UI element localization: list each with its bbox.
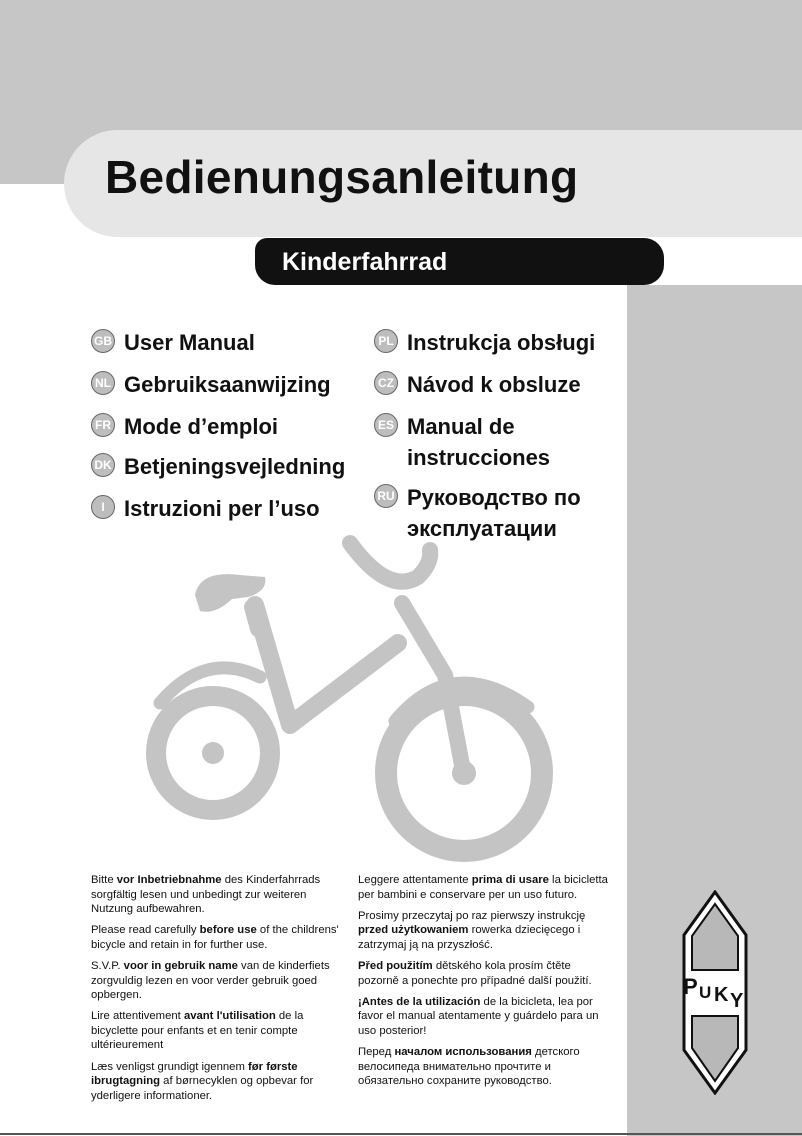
- page-subtitle: Kinderfahrrad: [282, 248, 448, 276]
- handlebar: [350, 543, 430, 582]
- language-label-ru: Руководство по эксплуатации: [407, 485, 581, 541]
- notes-left-column: [91, 873, 341, 1110]
- note-cz: Před použitím dětského kola prosím čtěte pozorně a ponechte pro případné další použití.: [358, 959, 592, 987]
- note-it: Leggere attentamente prima di usare la bicicletta per bambini e conservare per un uso futuro.: [358, 874, 608, 901]
- note-dk: Læs venligst grundigt igennem før første ibrugtagning af børnecyklen og opbevar for yderligere informationer.: [91, 1060, 314, 1102]
- language-badge-cz: CZ: [374, 371, 398, 395]
- bicycle-illustration: [140, 525, 620, 870]
- language-badge-ru: RU: [374, 484, 398, 508]
- note-gb: Please read carefully before use of the childrens' bicycle and retain in for further use.: [91, 924, 339, 951]
- page-title: Bedienungsanleitung: [105, 151, 579, 203]
- bottom-rule: [0, 1133, 802, 1135]
- language-badge-gb: GB: [91, 329, 115, 353]
- language-dk: [91, 451, 345, 482]
- language-gb: [91, 327, 255, 358]
- logo-letter-u: U: [699, 983, 712, 1002]
- language-badge-nl: NL: [91, 371, 115, 395]
- logo-letter-p: P: [683, 974, 698, 999]
- note-es: ¡Antes de la utilización de la bicicleta, lea por favor el manual atentamente y guárdelo para un uso posterior!: [358, 995, 599, 1037]
- note-ru: Перед началом использования детского велосипеда внимательно прочтите и обязательно сохраните руководство.: [358, 1045, 580, 1088]
- note-fr: Lire attentivement avant l'utilisation de la bicyclette pour enfants et en tenir compte ultérieurement: [91, 1010, 304, 1052]
- language-label-it: Istruzioni per l’uso: [124, 496, 320, 521]
- language-es: [374, 411, 574, 473]
- notes-right-column: [358, 873, 608, 1095]
- logo-letter-k: K: [714, 984, 729, 1006]
- language-label-fr: Mode d’emploi: [124, 414, 278, 439]
- seat-post: [252, 607, 258, 629]
- note-de: Bitte vor Inbetriebnahme des Kinderfahrrads sorgfältig lesen und unbedingt zur weiteren Nutzung aufbewahren.: [91, 874, 321, 916]
- language-label-cz: Návod k obsluze: [407, 372, 581, 397]
- note-nl: S.V.P. voor in gebruik name van de kinderfiets zorgvuldig lezen en voor verder gebruik goed opbergen.: [91, 959, 330, 1002]
- language-label-gb: User Manual: [124, 330, 255, 355]
- language-it: [91, 493, 320, 524]
- language-badge-it: I: [91, 495, 115, 519]
- rear-hub: [202, 742, 224, 764]
- language-badge-fr: FR: [91, 413, 115, 437]
- language-pl: [374, 327, 595, 358]
- language-label-nl: Gebruiksaanwijzing: [124, 372, 331, 397]
- language-badge-pl: PL: [374, 329, 398, 353]
- language-cz: [374, 369, 581, 400]
- note-pl: Prosimy przeczytaj po raz pierwszy instrukcję przed użytkowaniem rowerka dziecięcego i zatrzymaj ją na przyszłość.: [358, 909, 586, 951]
- puky-logo: [680, 890, 750, 1095]
- language-label-es: Manual de instrucciones: [407, 414, 551, 470]
- language-nl: [91, 369, 331, 400]
- language-label-pl: Instrukcja obsługi: [407, 330, 596, 355]
- front-hub: [452, 761, 476, 785]
- language-fr: [91, 411, 278, 442]
- language-label-dk: Betjeningsvejledning: [124, 454, 346, 479]
- language-badge-dk: DK: [91, 453, 115, 477]
- language-badge-es: ES: [374, 413, 398, 437]
- bike-frame: [255, 605, 398, 725]
- logo-letter-y: Y: [730, 990, 744, 1012]
